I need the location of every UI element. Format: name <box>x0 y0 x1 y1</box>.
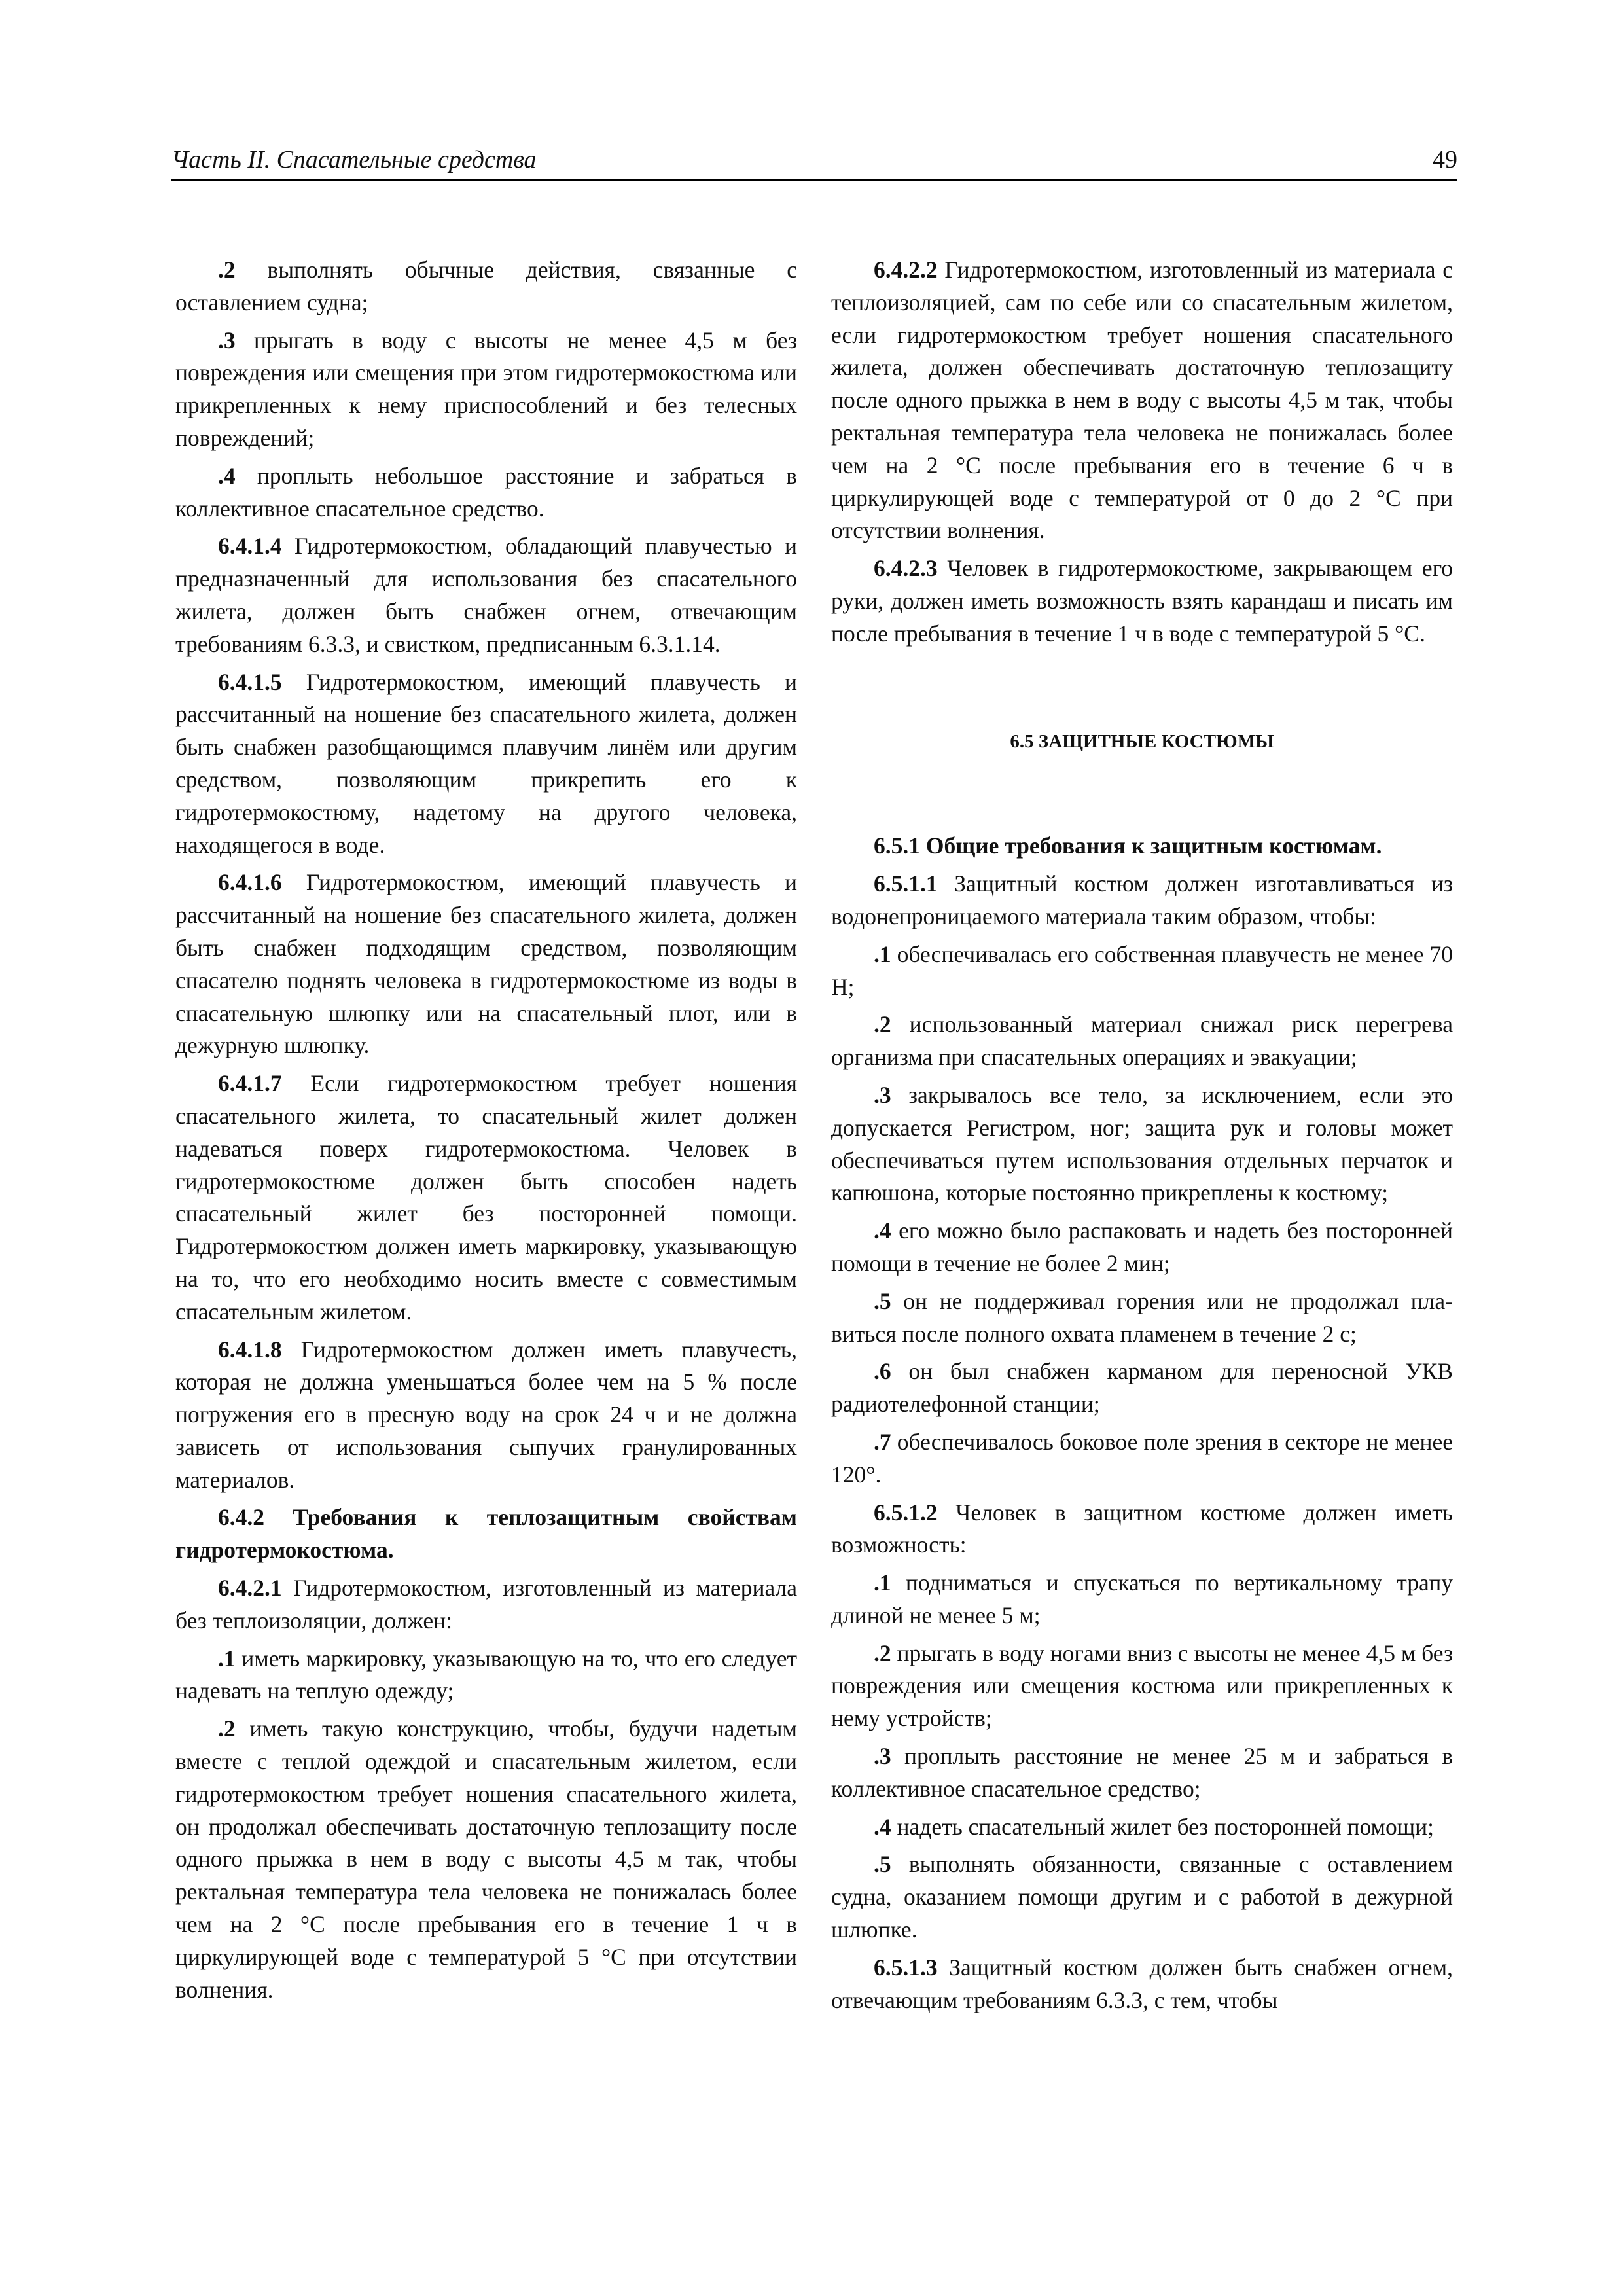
paragraph-text: Человек в гидротермокостюме, закрывающем его руки, должен иметь возможность взять карандаш и писать им после пребывания в течение 1 ч в воде с температурой 5 °С. <box>831 555 1453 647</box>
clause-number: .3 <box>218 327 236 353</box>
paragraph <box>831 1426 1453 1492</box>
paragraph-text: Гидротермокостюм, имеющий плавучесть и рассчитанный на ношение без спасательного жилета, должен быть снабжен разобщающимся плавучим линём или другим средством, позволяющим прикрепить его к гидротермокостюму, надетому на другого человека, находящегося в воде. <box>175 668 797 858</box>
running-header <box>171 145 1457 181</box>
clause-number: .3 <box>874 1081 891 1108</box>
clause-number: .1 <box>874 1570 891 1596</box>
paragraph <box>831 552 1453 650</box>
paragraph-text: закрывалось все тело, за исключением, если это допускается Регистром, ног; защита рук и головы может обеспечиваться путем использования отдельных перчаток и капюшона, которые постоянно прикреплены к костюму; <box>831 1081 1453 1206</box>
paragraph-text: Гидротермокостюм, имеющий плавучесть и рассчитанный на ношение без спасательного жилета, должен быть снабжен подходящим средством, позволяющим спасателю поднять человека в гидротермокостюме из воды в спасательную шлюпку или на спасательный плот, или в дежурную шлюпку. <box>175 869 797 1059</box>
paragraph <box>175 1334 797 1497</box>
clause-number: 6.4.2 <box>218 1504 264 1531</box>
paragraph <box>175 325 797 455</box>
paragraph <box>831 939 1453 1004</box>
paragraph-text: проплыть расстояние не менее 25 м и забраться в коллективное спасательное средство; <box>831 1743 1453 1802</box>
clause-number: 6.5.1.3 <box>874 1954 938 1981</box>
paragraph <box>175 1067 797 1328</box>
subsection-heading <box>831 830 1453 863</box>
paragraph <box>175 254 797 319</box>
paragraph <box>175 1643 797 1708</box>
paragraph-text: иметь маркировку, указывающую на то, что его следует надевать на теплую одежду; <box>175 1645 797 1704</box>
clause-number: .2 <box>218 1715 236 1742</box>
paragraph-text: Требования к теплозащитным свойствам гидротермокостюма. <box>175 1504 797 1564</box>
paragraph-text: обеспечивалось боковое поле зрения в секторе не менее 120°. <box>831 1428 1453 1488</box>
clause-number: .4 <box>218 462 236 489</box>
clause-number: 6.4.1.6 <box>218 869 282 896</box>
clause-number: 6.4.2.1 <box>218 1575 282 1602</box>
paragraph <box>831 1567 1453 1632</box>
paragraph-text: Гидротермокостюм, изготовленный из материала без теплоизоляции, должен: <box>175 1575 797 1634</box>
paragraph-text: Если гидротермокостюм требует ношения спасательного жилета, то спасательный жилет должен надеваться поверх гидротермокостюма. Человек в гидротермокостюме должен быть способен надеть спасательный жилет без посторонней помощи. Гидротермокостюм должен иметь маркировку, указывающую на то, что его необходимо носить вместе с совместимым спасательным жилетом. <box>175 1070 797 1325</box>
clause-number: 6.4.1.5 <box>218 668 282 695</box>
paragraph-text: Человек в защитном костюме должен иметь возможность: <box>831 1499 1453 1558</box>
paragraph <box>175 666 797 862</box>
clause-number: .3 <box>874 1743 891 1770</box>
paragraph <box>831 1009 1453 1074</box>
paragraph-text: он был снабжен карманом для переносной УКВ радиотелефонной станции; <box>831 1358 1453 1418</box>
paragraph <box>831 1355 1453 1421</box>
paragraph <box>175 1572 797 1638</box>
paragraph-text: иметь такую конструкцию, чтобы, будучи надетым вместе с теплой одеждой и спасательным жилетом, если гидротермокостюм требует ношения спасательного жилета, он продолжал обеспечивать достаточную теплозащиту после одного прыжка в нем в воду с высоты 4,5 м так, чтобы ректальная температура тела человека не понижалась более чем на 2 °С после пребывания его в течение 1 ч в циркулирующей воде с температурой 5 °С при отсутствии волнения. <box>175 1715 797 2003</box>
clause-number: .1 <box>874 941 891 967</box>
paragraph <box>831 1848 1453 1946</box>
clause-number: 6.4.1.4 <box>218 533 282 560</box>
paragraph-text: Защитный костюм должен быть снабжен огнем, отвечающим требованиям 6.3.3, с тем, чтобы <box>831 1954 1453 2013</box>
paragraph-text: выполнять обычные действия, связанные с оставлением судна; <box>175 257 797 315</box>
clause-number: .1 <box>218 1645 236 1672</box>
clause-number: 6.4.2.3 <box>874 555 938 582</box>
paragraph-text: проплыть небольшое расстояние и забраться в коллективное спасательное средство. <box>175 462 797 522</box>
paragraph <box>831 1285 1453 1351</box>
clause-number: .5 <box>874 1287 891 1314</box>
paragraph-text: Гидротермокостюм, изготовленный из материала с теплоизоляцией, сам по себе или со спасательным жилетом, если гидротермокостюм требует ношения спасательного жилета, должен обеспечивать достаточную теплозащиту после одного прыжка в нем в воду с высоты 4,5 м так, чтобы ректальная температура тела человека не понижалась более чем на 2 °С после пребывания его в течение 6 ч в циркулирующей воде с температурой от 0 до 2 °С при отсутствии волнения. <box>831 257 1453 544</box>
clause-number: 6.5.1.1 <box>874 870 938 897</box>
clause-number: 6.5.1 <box>874 833 920 859</box>
clause-number: .5 <box>874 1851 891 1878</box>
paragraph <box>831 1740 1453 1806</box>
right-column <box>831 254 1453 2022</box>
paragraph-text: обеспечивалась его собственная плавучесть не менее 70 Н; <box>831 941 1453 1000</box>
paragraph-text: он не поддерживал горения или не продолжал пла-виться после полного охвата пламенем в течение 2 с; <box>831 1287 1453 1347</box>
paragraph-text: прыгать в воду ногами вниз с высоты не менее 4,5 м без повреждения или смещения костюма или прикрепленных к нему устройств; <box>831 1640 1453 1732</box>
paragraph-text: прыгать в воду с высоты не менее 4,5 м без повреждения или смещения при этом гидротермокостюма или прикрепленных к нему приспособлений и без телесных повреждений; <box>175 327 797 451</box>
paragraph-text: использованный материал снижал риск перегрева организма при спасательных операциях и эвакуации; <box>831 1011 1453 1071</box>
paragraph-text: выполнять обязанности, связанные с оставлением судна, оказанием помощи другим и с работой в дежурной шлюпке. <box>831 1851 1453 1943</box>
paragraph-text: его можно было распаковать и надеть без посторонней помощи в течение не более 2 мин; <box>831 1217 1453 1276</box>
clause-number: .2 <box>218 257 236 283</box>
paragraph <box>831 254 1453 547</box>
paragraph <box>831 1215 1453 1280</box>
clause-number: 6.5.1.2 <box>874 1499 938 1526</box>
clause-number: 6.4.2.2 <box>874 257 938 283</box>
clause-number: .4 <box>874 1217 891 1244</box>
paragraph-text: Гидротермокостюм, обладающий плавучестью и предназначенный для использования без спасательного жилета, должен быть снабжен огнем, отвечающим требованиям 6.3.3, и свистком, предписанным 6.3.1.14. <box>175 533 797 657</box>
clause-number: .6 <box>874 1358 891 1385</box>
paragraph-text: Защитный костюм должен изготавливаться из водонепроницаемого материала таким образом, чтобы: <box>831 870 1453 929</box>
paragraph-text: Общие требования к защитным костюмам. <box>920 833 1382 859</box>
clause-number: 6.4.1.7 <box>218 1070 282 1097</box>
subsection-heading <box>175 1501 797 1567</box>
paragraph <box>831 868 1453 933</box>
header-title: Часть II. Спасательные средства <box>171 146 537 173</box>
paragraph <box>175 530 797 660</box>
paragraph <box>175 1713 797 2006</box>
paragraph <box>831 1811 1453 1844</box>
clause-number: 6.4.1.8 <box>218 1336 282 1363</box>
paragraph <box>831 1497 1453 1562</box>
paragraph <box>831 1079 1453 1210</box>
paragraph <box>175 460 797 526</box>
clause-number: .2 <box>874 1011 891 1038</box>
section-title: 6.5 ЗАЩИТНЫЕ КОСТЮМЫ <box>1010 730 1274 752</box>
paragraph-text: Гидротермокостюм должен иметь плавучесть, которая не должна уменьшаться более чем на 5 % после погружения его в пресную воду на срок 24 ч и не должна зависеть от использования сыпучих гранулированных материалов. <box>175 1336 797 1493</box>
clause-number: .7 <box>874 1428 891 1455</box>
paragraph <box>175 867 797 1062</box>
clause-number: .2 <box>874 1640 891 1666</box>
clause-number: .4 <box>874 1813 891 1840</box>
page-number: 49 <box>1433 146 1457 173</box>
paragraph <box>831 1638 1453 1735</box>
paragraph-text: надеть спасательный жилет без посторонней помощи; <box>891 1813 1434 1840</box>
left-column <box>175 254 797 2011</box>
paragraph <box>831 1952 1453 2017</box>
paragraph-text: подниматься и спускаться по вертикальному трапу длиной не менее 5 м; <box>831 1570 1453 1628</box>
